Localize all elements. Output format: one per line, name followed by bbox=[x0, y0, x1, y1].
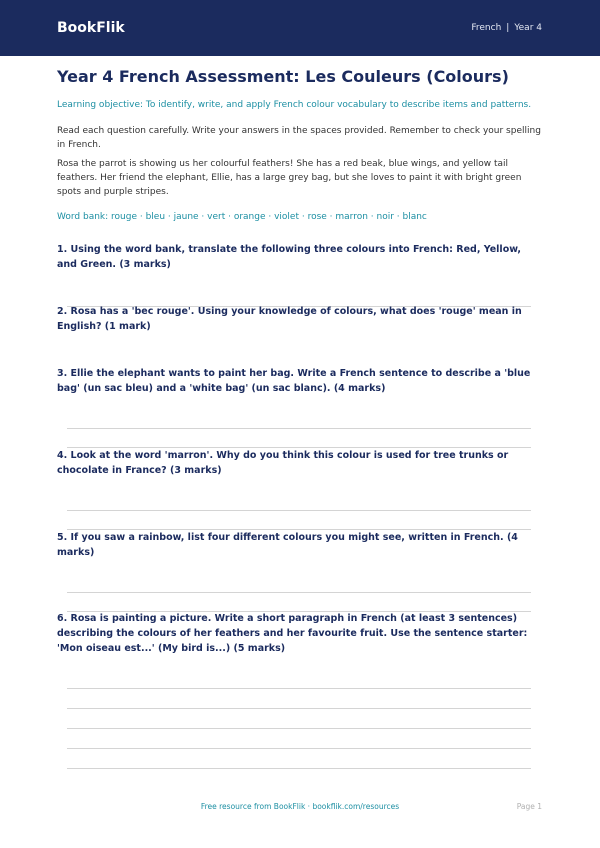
answer-line[interactable] bbox=[67, 748, 531, 749]
story-text: Rosa the parrot is showing us her colourful feathers! She has a red beak, blue wings, and yellow tail feathers. Her friend the elephant, Ellie, has a large grey bag, but she loves to paint it with bright green spots and purple stripes. bbox=[57, 159, 522, 197]
answer-line[interactable] bbox=[67, 768, 531, 769]
question-4: 4. Look at the word 'marron'. Why do you think this colour is used for tree trunks or chocolate in France? (3 marks) bbox=[57, 450, 509, 476]
question-6: 6. Rosa is painting a picture. Write a short paragraph in French (at least 3 sentences) describing the colours of her feathers and her favourite fruit. Use the sentence starter: 'Mon oiseau est...' (My bird is...) (5 marks) bbox=[57, 613, 528, 654]
answer-line[interactable] bbox=[67, 592, 531, 593]
learning-objective: Learning objective: To identify, write, and apply French colour vocabulary to describe items and patterns. bbox=[57, 100, 532, 110]
header-meta bbox=[471, 23, 542, 33]
question-1: 1. Using the word bank, translate the following three colours into French: Red, Yellow, and Green. (3 marks) bbox=[57, 244, 521, 270]
word-bank: Word bank: rouge · bleu · jaune · vert · orange · violet · rose · marron · noir · blanc bbox=[57, 212, 427, 222]
question-2: 2. Rosa has a 'bec rouge'. Using your knowledge of colours, what does 'rouge' mean in English? (1 mark) bbox=[57, 306, 522, 332]
instructions-text: Read each question carefully. Write your answers in the spaces provided. Remember to check your spelling in French. bbox=[57, 126, 541, 150]
answer-line[interactable] bbox=[67, 708, 531, 709]
page-title: Year 4 French Assessment: Les Couleurs (Colours) bbox=[57, 67, 509, 86]
footer-credit: Free resource from BookFlik · bookflik.com/resources bbox=[200, 802, 400, 811]
question-3: 3. Ellie the elephant wants to paint her bag. Write a French sentence to describe a 'blue bag' (un sac bleu) and a 'white bag' (un sac blanc). (4 marks) bbox=[57, 368, 531, 394]
brand-logo: BookFlik bbox=[57, 20, 125, 36]
answer-line[interactable] bbox=[67, 728, 531, 729]
subject-label: French bbox=[471, 23, 502, 33]
page-number: Page 1 bbox=[516, 802, 542, 811]
answer-line[interactable] bbox=[67, 510, 531, 511]
year-label: Year 4 bbox=[514, 23, 542, 33]
answer-line[interactable] bbox=[67, 428, 531, 429]
answer-line[interactable] bbox=[67, 688, 531, 689]
page-header bbox=[0, 0, 600, 56]
header-separator: | bbox=[506, 23, 510, 33]
question-5: 5. If you saw a rainbow, list four different colours you might see, written in French. (4 marks) bbox=[57, 532, 518, 558]
